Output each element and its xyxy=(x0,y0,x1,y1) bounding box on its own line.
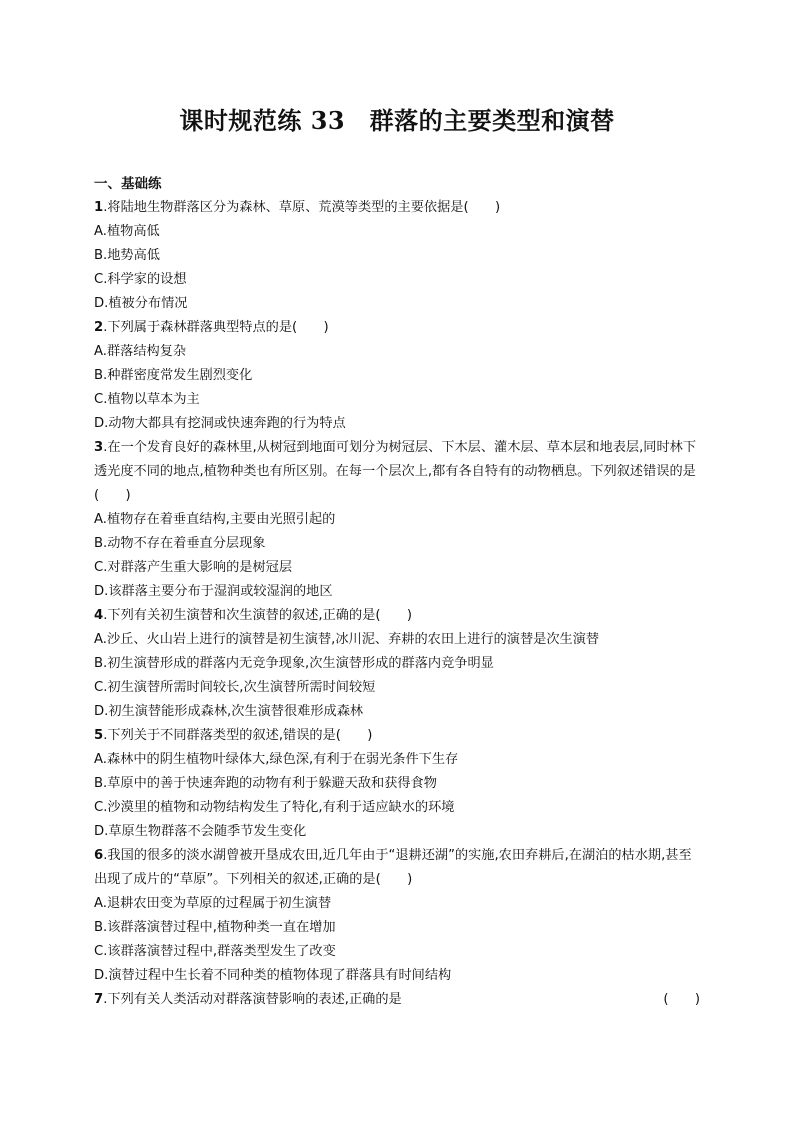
question-number: 4 xyxy=(94,608,104,623)
option-a: A.群落结构复杂 xyxy=(94,344,187,359)
question-7 xyxy=(94,988,700,1012)
option-d: D.草原生物群落不会随季节发生变化 xyxy=(94,824,307,839)
question-1 xyxy=(94,196,700,316)
option-a: A.沙丘、火山岩上进行的演替是初生演替,冰川泥、弃耕的农田上进行的演替是次生演替 xyxy=(94,632,600,647)
question-stem: .下列有关人类活动对群落演替影响的表述,正确的是 xyxy=(103,992,402,1007)
question-number: 1 xyxy=(94,200,104,215)
answer-parentheses: ( ) xyxy=(663,992,700,1007)
option-b: B.动物不存在着垂直分层现象 xyxy=(94,536,266,551)
option-c: C.对群落产生重大影响的是树冠层 xyxy=(94,560,293,575)
option-d: D.该群落主要分布于湿润或较湿润的地区 xyxy=(94,584,333,599)
option-c: C.沙漠里的植物和动物结构发生了特化,有利于适应缺水的环境 xyxy=(94,800,455,815)
question-stem: .我国的很多的淡水湖曾被开垦成农田,近几年由于“退耕还湖”的实施,农田弃耕后,在湖泊的枯水期,甚至出现了成片的“草原”。下列相关的叙述,正确的是( ) xyxy=(94,848,692,887)
option-a: A.森林中的阴生植物叶绿体大,绿色深,有利于在弱光条件下生存 xyxy=(94,752,459,767)
question-number: 5 xyxy=(94,728,104,743)
question-stem: .将陆地生物群落区分为森林、草原、荒漠等类型的主要依据是( ) xyxy=(103,200,501,215)
section-title: 一、基础练 xyxy=(94,176,162,192)
question-stem: .下列属于森林群落典型特点的是( ) xyxy=(103,320,329,335)
option-c: C.初生演替所需时间较长,次生演替所需时间较短 xyxy=(94,680,376,695)
question-number: 2 xyxy=(94,320,104,335)
option-b: B.地势高低 xyxy=(94,248,160,263)
option-c: C.该群落演替过程中,群落类型发生了改变 xyxy=(94,944,336,959)
option-d: D.植被分布情况 xyxy=(94,296,188,311)
option-d: D.演替过程中生长着不同种类的植物体现了群落具有时间结构 xyxy=(94,968,452,983)
question-stem: .下列关于不同群落类型的叙述,错误的是( ) xyxy=(103,728,373,743)
option-a: A.植物存在着垂直结构,主要由光照引起的 xyxy=(94,512,336,527)
question-6 xyxy=(94,844,700,988)
question-5 xyxy=(94,724,700,844)
page-title: 课时规范练 33 群落的主要类型和演替 xyxy=(179,106,615,135)
question-stem: .下列有关初生演替和次生演替的叙述,正确的是( ) xyxy=(103,608,412,623)
question-number: 7 xyxy=(94,992,104,1007)
option-c: C.科学家的设想 xyxy=(94,272,187,287)
option-b: B.该群落演替过程中,植物种类一直在增加 xyxy=(94,920,336,935)
option-b: B.初生演替形成的群落内无竞争现象,次生演替形成的群落内竞争明显 xyxy=(94,656,494,671)
question-2 xyxy=(94,316,700,436)
option-d: D.动物大都具有挖洞或快速奔跑的行为特点 xyxy=(94,416,346,431)
option-a: A.植物高低 xyxy=(94,224,160,239)
option-c: C.植物以草本为主 xyxy=(94,392,200,407)
document-body xyxy=(94,172,700,1012)
option-b: B.草原中的善于快速奔跑的动物有利于躲避天敌和获得食物 xyxy=(94,776,437,791)
question-3 xyxy=(94,436,700,604)
option-a: A.退耕农田变为草原的过程属于初生演替 xyxy=(94,896,332,911)
question-number: 6 xyxy=(94,848,104,863)
question-number: 3 xyxy=(94,440,104,455)
option-b: B.种群密度常发生剧烈变化 xyxy=(94,368,253,383)
question-4 xyxy=(94,604,700,724)
question-stem: .在一个发育良好的森林里,从树冠到地面可划分为树冠层、下木层、灌木层、草本层和地表层,同时林下透光度不同的地点,植物种类也有所区别。在每一个层次上,都有各自特有的动物栖息。下列叙述错误的是( ) xyxy=(94,440,697,503)
option-d: D.初生演替能形成森林,次生演替很难形成森林 xyxy=(94,704,364,719)
